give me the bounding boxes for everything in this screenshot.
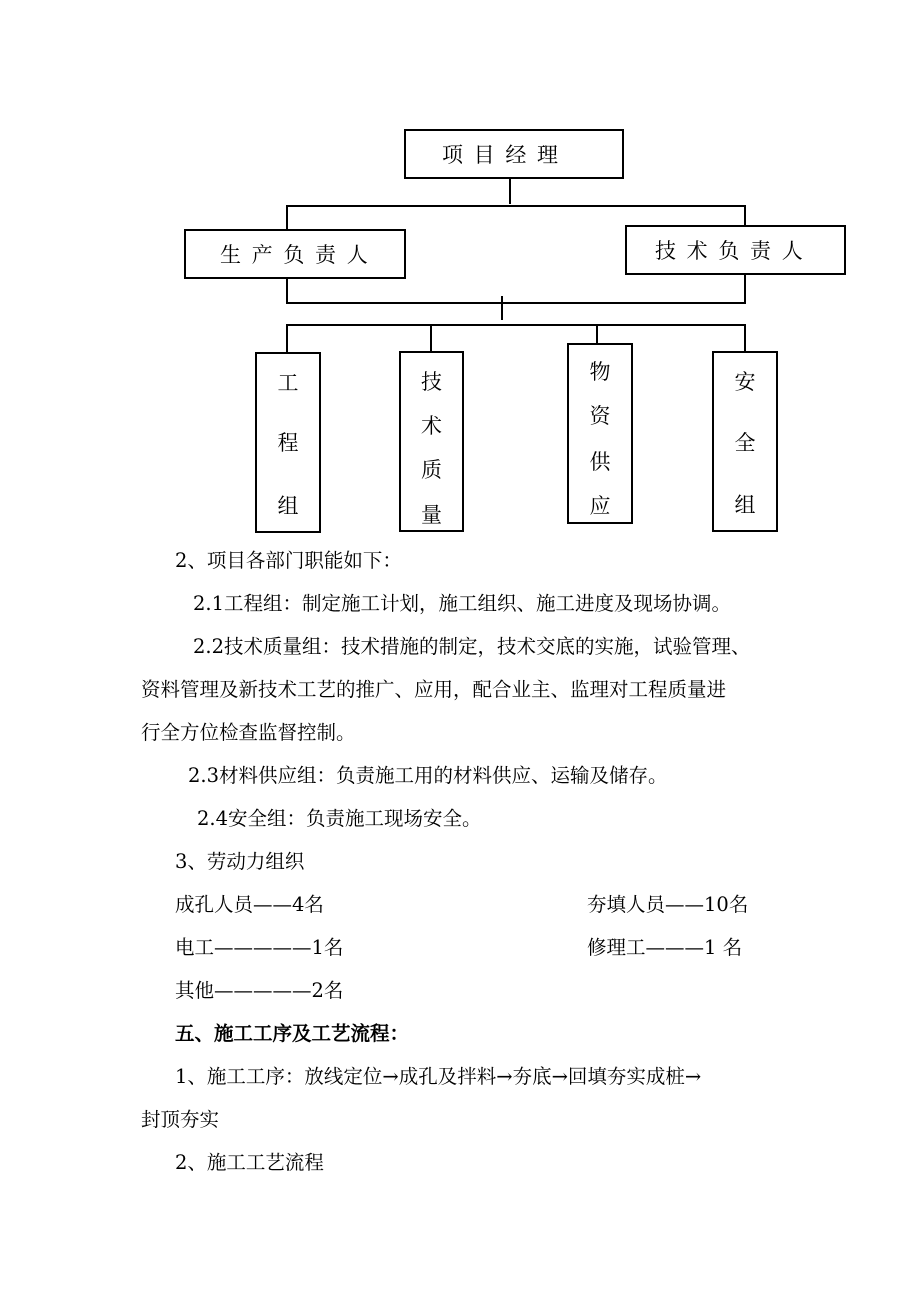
connector-bottom-horizontal xyxy=(286,324,746,326)
dept-heading: 2、项目各部门职能如下： xyxy=(175,549,402,572)
group-technical-quality-char: 质 xyxy=(421,458,442,482)
group-material-supply-char: 资 xyxy=(589,404,611,428)
production-lead-label: 生 产 负 责 人 xyxy=(220,243,370,267)
connector-right-lead-down xyxy=(744,274,746,303)
group-material-supply-char: 应 xyxy=(589,494,611,518)
labor-row2-left: 电工—————1名 xyxy=(175,936,344,959)
group-engineering-char: 程 xyxy=(277,431,299,455)
group-safety-char: 安 xyxy=(734,370,756,394)
group-box-material-supply xyxy=(567,343,633,524)
process-line2: 封顶夯实 xyxy=(141,1108,220,1131)
process-line1: 1、施工工序：放线定位→成孔及拌料→夯底→回填夯实成桩→ xyxy=(175,1065,702,1088)
connector-top-horizontal xyxy=(286,205,746,207)
group-safety-char: 组 xyxy=(734,493,756,517)
group-technical-quality-char: 术 xyxy=(421,414,442,438)
connector-left-lead-down xyxy=(286,279,288,303)
connector-right-drop xyxy=(744,205,746,226)
connector-mid-down xyxy=(501,296,503,320)
group-engineering-char: 工 xyxy=(277,371,299,395)
paragraph-2-2-line3: 行全方位检查监督控制。 xyxy=(141,721,356,744)
connector-manager-down xyxy=(509,178,511,204)
group-engineering-char: 组 xyxy=(277,494,299,518)
group-technical-quality-char: 技 xyxy=(421,370,442,394)
paragraph-2-3: 2.3材料供应组：负责施工用的材料供应、运输及储存。 xyxy=(188,764,668,787)
paragraph-2-1: 2.1工程组：制定施工计划，施工组织、施工进度及现场协调。 xyxy=(193,592,732,615)
labor-row1-right: 夯填人员——10名 xyxy=(587,893,749,916)
paragraph-2-2-line2: 资料管理及新技术工艺的推广、应用，配合业主、监理对工程质量进 xyxy=(141,678,727,701)
connector-group4-drop xyxy=(744,324,746,352)
technical-lead-box xyxy=(625,225,846,275)
labor-heading: 3、劳动力组织 xyxy=(175,850,305,873)
production-lead-box xyxy=(184,229,406,279)
paragraph-2-2-line1: 2.2技术质量组：技术措施的制定，技术交底的实施，试验管理、 xyxy=(193,635,751,658)
labor-row1-left: 成孔人员——4名 xyxy=(175,893,324,916)
labor-row2-right: 修理工———1 名 xyxy=(587,936,743,959)
group-material-supply-char: 物 xyxy=(589,360,611,384)
group-material-supply-char: 供 xyxy=(589,450,611,474)
technical-lead-label: 技 术 负 责 人 xyxy=(655,239,805,263)
manager-label: 项 目 经 理 xyxy=(442,143,561,167)
labor-row3-left: 其他—————2名 xyxy=(175,979,344,1002)
group-box-technical-quality xyxy=(399,351,464,532)
section-5-heading: 五、施工工序及工艺流程： xyxy=(175,1022,410,1045)
connector-group3-drop xyxy=(596,324,598,344)
group-box-engineering xyxy=(255,352,321,533)
flow-heading: 2、施工工艺流程 xyxy=(175,1151,324,1174)
group-box-safety xyxy=(712,351,778,532)
connector-mid-horizontal xyxy=(286,302,746,304)
paragraph-2-4: 2.4安全组：负责施工现场安全。 xyxy=(197,807,482,830)
group-technical-quality-char: 量 xyxy=(421,503,442,527)
group-safety-char: 全 xyxy=(734,431,756,455)
manager-box xyxy=(404,129,624,179)
connector-left-drop xyxy=(286,205,288,230)
connector-group2-drop xyxy=(430,324,432,352)
connector-group1-drop xyxy=(286,324,288,353)
